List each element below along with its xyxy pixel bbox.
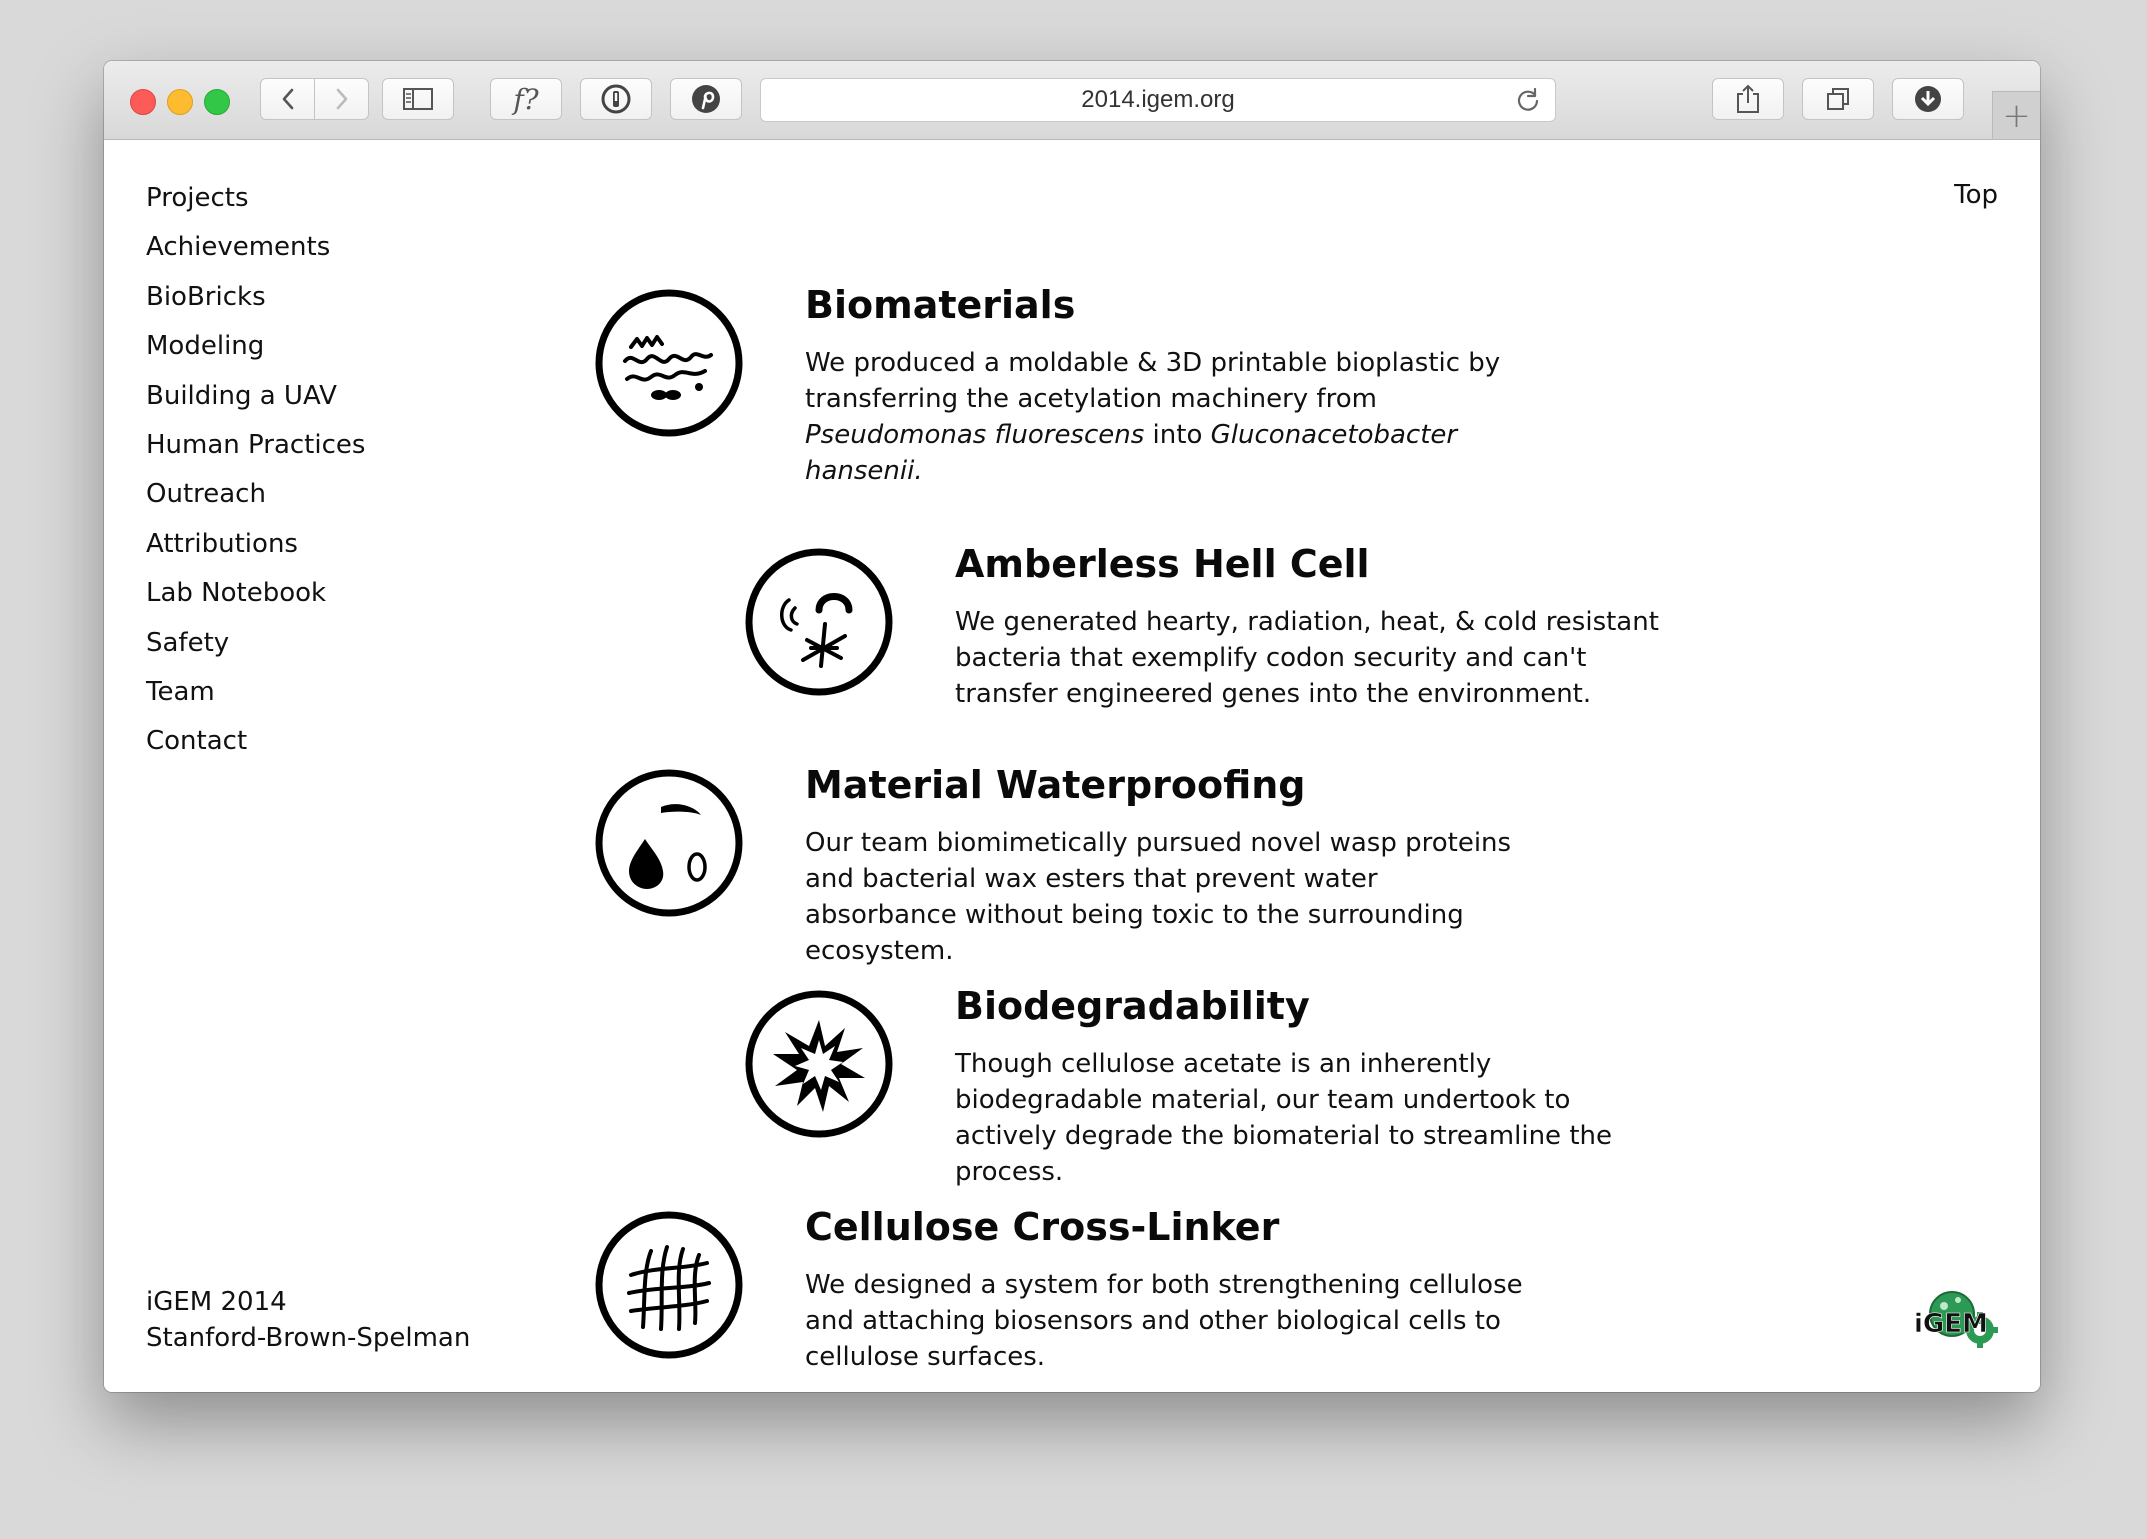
project-description: Though cellulose acetate is an inherently biodegradable material, our team undertook to actively degrade the biomaterial to streamline the process.	[955, 1049, 1612, 1187]
nav-item-outreach[interactable]: Outreach	[146, 479, 266, 510]
sidebar-icon	[402, 87, 434, 111]
nav-item-team[interactable]: Team	[146, 676, 215, 707]
nav-item-biobricks[interactable]: BioBricks	[146, 281, 266, 312]
nav-item-projects[interactable]: Projects	[146, 183, 249, 213]
chevron-right-icon	[334, 87, 350, 111]
zoom-window-button[interactable]	[204, 89, 230, 115]
downloads-button[interactable]	[1892, 78, 1964, 120]
project-description: We produced a moldable & 3D printable bioplastic by transferring the acetylation machinery from Pseudomonas fluorescens into Gluconacetobacter hansenii.	[805, 348, 1501, 486]
species-name: Pseudomonas fluorescens	[805, 420, 1145, 450]
project-description: We designed a system for both strengthening cellulose and attaching biosensors and other biological cells to cellulose surfaces.	[805, 1270, 1523, 1372]
page-content	[104, 140, 2040, 1392]
share-icon	[1734, 83, 1762, 115]
microbe-squiggles-icon	[595, 289, 743, 437]
project-title: Cellulose Cross-Linker	[805, 1205, 1280, 1249]
crosslink-grid-icon	[595, 1211, 743, 1359]
footer-line: iGEM 2014	[146, 1287, 287, 1317]
tabs-overview-icon	[1824, 85, 1852, 113]
water-drop-icon	[595, 769, 743, 917]
logo-text: iGEM	[1914, 1309, 1988, 1339]
project-description: Our team biomimetically pursued novel wasp proteins and bacterial wax esters that prevent water absorbance without being toxic to the surrounding ecosystem.	[805, 828, 1512, 966]
show-tabs-button[interactable]	[1802, 78, 1874, 120]
address-bar[interactable]	[760, 78, 1556, 122]
footer-line: Stanford-Brown-Spelman	[146, 1323, 471, 1353]
password-extension-button[interactable]	[580, 78, 652, 120]
close-window-button[interactable]	[130, 89, 156, 115]
nav-item-modeling[interactable]: Modeling	[146, 331, 265, 362]
new-tab-button[interactable]: +	[1992, 91, 2040, 139]
project-title: Biomaterials	[805, 283, 1076, 327]
keyhole-icon	[600, 83, 632, 115]
project-title: Amberless Hell Cell	[955, 542, 1370, 586]
forward-button[interactable]	[314, 78, 369, 120]
pinterest-icon	[690, 83, 722, 115]
nav-item-achievements[interactable]: Achievements	[146, 232, 331, 263]
url-text: 2014.igem.org	[1081, 86, 1235, 113]
project-title: Material Waterproofing	[805, 763, 1306, 807]
download-icon	[1913, 84, 1943, 114]
footer-team-credit	[146, 1284, 470, 1356]
font-extension-button[interactable]: f?	[490, 78, 562, 120]
nav-item-lab-notebook[interactable]: Lab Notebook	[146, 578, 327, 609]
burst-icon	[745, 990, 893, 1138]
nav-item-building-uav[interactable]: Building a UAV	[146, 380, 337, 411]
hearty-cell-icon	[745, 548, 893, 696]
minimize-window-button[interactable]	[167, 89, 193, 115]
reload-icon[interactable]	[1515, 87, 1541, 113]
project-title: Biodegradability	[955, 984, 1310, 1028]
nav-item-safety[interactable]: Safety	[146, 627, 230, 658]
igem-logo-icon[interactable]	[1912, 1284, 2002, 1356]
pinterest-button[interactable]	[670, 78, 742, 120]
chevron-left-icon	[280, 87, 296, 111]
species-name: Gluconacetobacter hansenii.	[805, 420, 1458, 486]
browser-toolbar	[104, 61, 2040, 140]
nav-item-contact[interactable]: Contact	[146, 726, 248, 757]
share-button[interactable]	[1712, 78, 1784, 120]
back-button[interactable]	[260, 78, 315, 120]
project-description: We generated hearty, radiation, heat, & cold resistant bacteria that exemplify codon security and can't transfer engineered genes into the environment.	[955, 607, 1659, 709]
sidebar-toggle-button[interactable]	[382, 78, 454, 120]
site-nav	[146, 174, 365, 767]
top-link[interactable]: Top	[1954, 180, 1998, 210]
nav-item-attributions[interactable]: Attributions	[146, 528, 298, 559]
browser-window	[104, 61, 2040, 1392]
nav-item-human-practices[interactable]: Human Practices	[146, 429, 366, 460]
